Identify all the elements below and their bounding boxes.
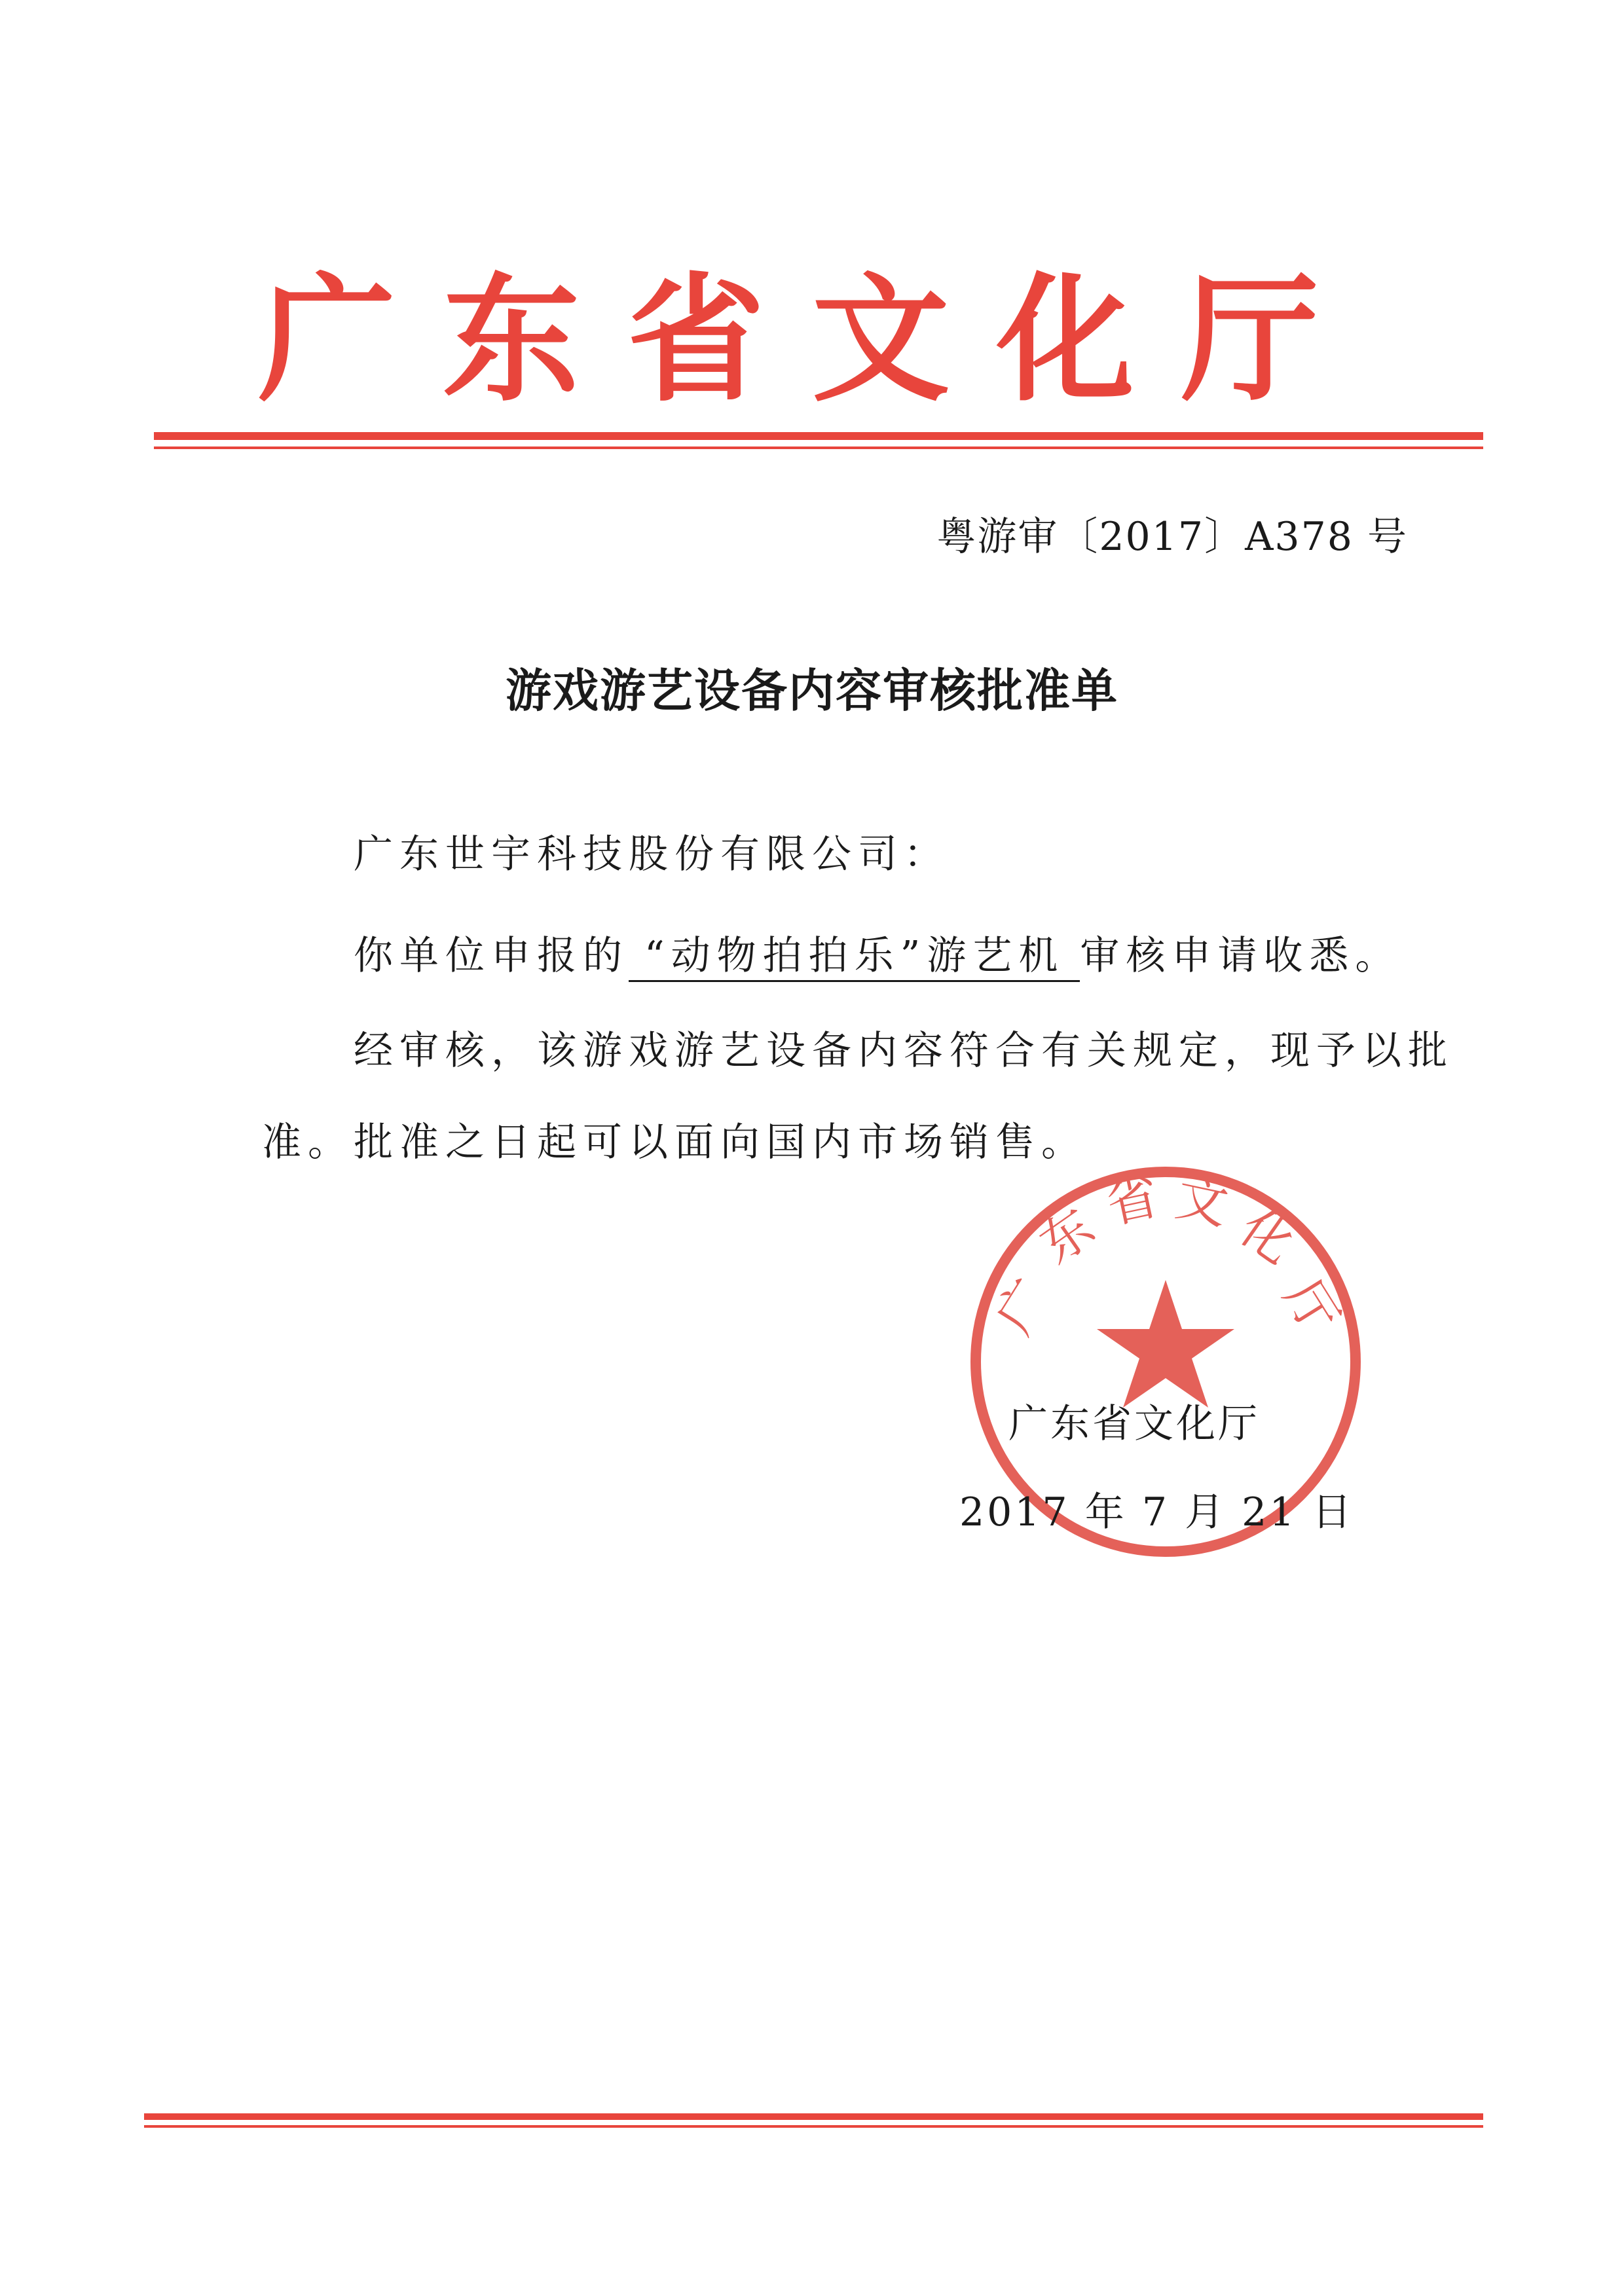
body-line-3: 准。批准之日起可以面向国内市场销售。 [262, 1120, 1087, 1165]
svg-text:东: 东 [1029, 1197, 1105, 1275]
product-name: “动物拍拍乐”游艺机 [629, 932, 1080, 982]
signer-name: 广东省文化厅 [1008, 1401, 1260, 1447]
svg-text:化: 化 [1229, 1197, 1305, 1275]
document-title: 游戏游艺设备内容审核批准单 [506, 664, 1118, 718]
header-divider-thin [154, 446, 1483, 449]
body-line-1-suffix: 审核申请收悉。 [1080, 933, 1401, 979]
body-line-2: 经审核，该游戏游艺设备内容符合有关规定，现予以批 [354, 1028, 1454, 1074]
svg-text:省: 省 [1101, 1167, 1164, 1235]
letterhead-title: 广东省文化厅 [257, 260, 1366, 420]
footer-divider-thin [144, 2125, 1483, 2128]
svg-text:文: 文 [1170, 1168, 1233, 1237]
document-number: 粤游审〔2017〕A378 号 [936, 514, 1408, 560]
body-line-1 [354, 930, 1401, 982]
svg-text:厅: 厅 [1272, 1269, 1350, 1345]
body-line-1-prefix: 你单位申报的 [354, 933, 629, 979]
addressee: 广东世宇科技股份有限公司： [354, 831, 950, 877]
footer-divider-thick [144, 2113, 1483, 2120]
header-divider-thick [154, 432, 1483, 440]
svg-text:广: 广 [985, 1269, 1062, 1345]
seal-star-icon [1097, 1280, 1234, 1408]
issue-date: 2017 年 7 月 21 日 [959, 1489, 1354, 1535]
